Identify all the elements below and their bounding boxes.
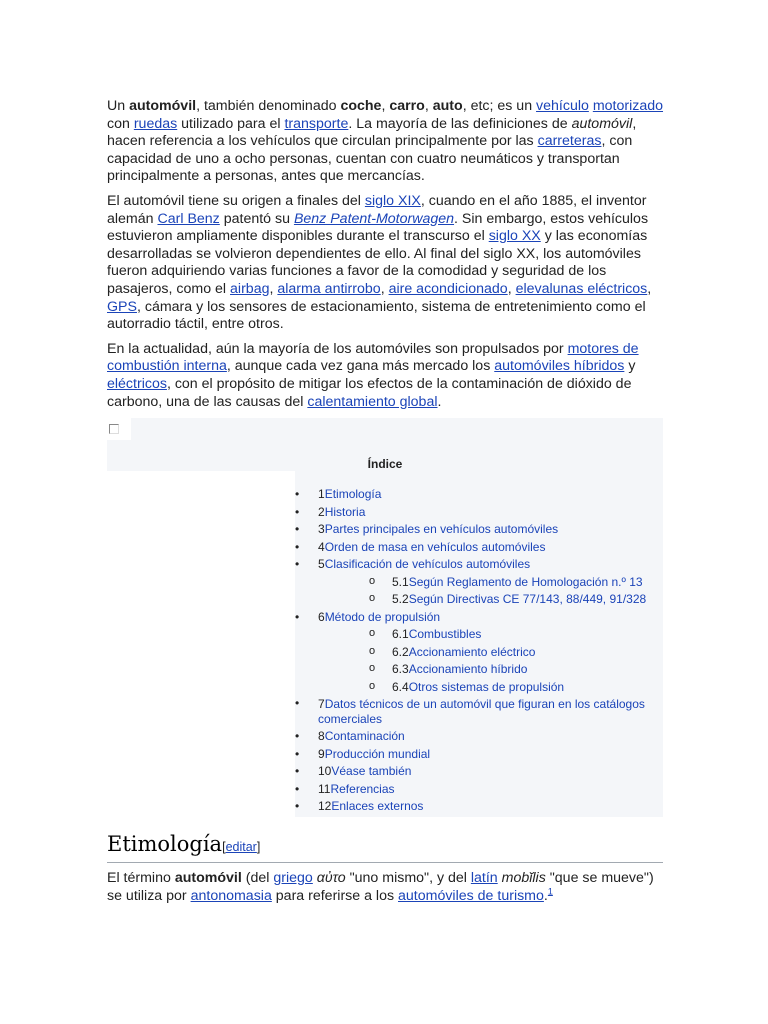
toc-item[interactable] [295, 798, 663, 816]
text: , cámara y los sensores de estacionamiento, sistema de entretenimiento como el autorradio táctil, entre otros. [107, 298, 646, 333]
link-gps[interactable]: GPS [107, 298, 137, 315]
text: , [647, 280, 652, 297]
bold-term: auto [432, 98, 463, 114]
toc-link[interactable]: Según Directivas CE 77/143, 88/449, 91/328 [408, 592, 647, 607]
article-body [107, 98, 663, 912]
text: , [380, 280, 389, 297]
link-electricos[interactable]: eléctricos [107, 375, 167, 392]
toc-item[interactable] [295, 556, 663, 574]
text: El término [107, 870, 175, 887]
toc-number: 5.1 [392, 574, 409, 589]
text: y las economías desarrolladas se volvieron dependientes de ello. Al final del siglo XX, los automóviles fueron adquiriendo varias funciones a favor de la comodidad y seguridad de los pasajeros, como el [107, 228, 648, 297]
toc-item[interactable] [295, 746, 663, 764]
link-carreteras[interactable]: carreteras [537, 133, 602, 150]
toc-item[interactable] [295, 521, 663, 539]
italic-term: automóvil [571, 115, 633, 132]
text: para referirse a los [271, 887, 399, 904]
text: , también denominado [196, 98, 341, 114]
text: "que se mueve") se utiliza por [107, 870, 654, 904]
link-calentamiento-global[interactable]: calentamiento global [307, 393, 438, 410]
toc-number: 11 [318, 781, 331, 796]
toc-number: 12 [318, 799, 332, 814]
toc-link[interactable]: Partes principales en vehículos automóviles [324, 522, 559, 537]
toc-number: 2 [318, 504, 325, 519]
link-benz-patent-motorwagen[interactable]: Benz Patent-Motorwagen [293, 210, 455, 227]
text: con [107, 115, 134, 132]
toc-subitem[interactable] [295, 679, 663, 697]
toc-list [295, 486, 663, 816]
link-vehiculo[interactable]: vehículo [536, 98, 589, 114]
toc-item[interactable] [295, 696, 663, 728]
toc-number: 6.2 [392, 644, 409, 659]
link-alarma-antirrobo[interactable]: alarma antirrobo [277, 280, 381, 297]
link-siglo-xix[interactable]: siglo XIX [364, 192, 421, 209]
text: , con el propósito de mitigar los efectos de la contaminación de dióxido de carbono, una de las causas del [107, 375, 632, 410]
section-heading-etimologia [107, 831, 663, 863]
toc-item[interactable] [295, 504, 663, 522]
edit-section [222, 840, 260, 854]
toc-link[interactable]: Según Reglamento de Homologación n.º 13 [408, 574, 643, 589]
link-siglo-xx[interactable]: siglo XX [488, 228, 541, 245]
toc-item[interactable] [295, 486, 663, 504]
toc-subitem[interactable] [295, 574, 663, 592]
text: , con capacidad de uno a ocho personas, cuentan con cuatro neumáticos y transportan principalmente a personas, antes que mercancías. [107, 133, 633, 185]
text: Un [107, 98, 130, 114]
toc-link[interactable]: Accionamiento eléctrico [408, 644, 536, 659]
link-automoviles-de-turismo[interactable]: automóviles de turismo [398, 887, 544, 904]
toc-link[interactable]: Otros sistemas de propulsión [408, 679, 565, 694]
link-griego[interactable]: griego [273, 870, 313, 887]
text: . Sin embargo, estos vehículos estuvieron ampliamente disponibles durante el transcurso el [107, 210, 649, 245]
toc-item[interactable] [295, 781, 663, 799]
toc-subitem[interactable] [295, 591, 663, 609]
toc-link[interactable]: Datos técnicos de un automóvil que figuran en los catálogos comerciales [318, 697, 645, 726]
text: . [437, 393, 442, 410]
bold-term: carro [389, 98, 425, 114]
toc-link[interactable]: Contaminación [324, 729, 405, 744]
link-aire-acondicionado[interactable]: aire acondicionado [388, 280, 508, 297]
text: . [543, 887, 548, 904]
toc-number: 5 [318, 557, 325, 572]
italic-term: αὐτο [316, 870, 346, 887]
text: , [381, 98, 390, 114]
link-motores-combustion-interna[interactable]: motores de combustión interna [107, 340, 639, 375]
text: En la actualidad, aún la mayoría de los automóviles son propulsados por [107, 340, 568, 357]
toc-link[interactable]: Historia [324, 504, 366, 519]
link-elevalunas-electricos[interactable]: elevalunas eléctricos [515, 280, 648, 297]
text: "uno mismo", y del [345, 870, 471, 887]
text: , [269, 280, 278, 297]
toc-number: 6.1 [392, 627, 409, 642]
toc-link[interactable]: Clasificación de vehículos automóviles [324, 557, 531, 572]
toc-number: 10 [318, 764, 332, 779]
text: , [424, 98, 433, 114]
intro-paragraph-1 [107, 98, 663, 186]
text: , etc; es un [462, 98, 537, 114]
toc-number: 4 [318, 539, 325, 554]
toc-number: 6.4 [392, 679, 409, 694]
section-heading-text: Etimología [107, 832, 223, 857]
etimologia-paragraph [107, 870, 663, 905]
toc-link[interactable]: Orden de masa en vehículos automóviles [324, 539, 546, 554]
toc-link[interactable]: Producción mundial [324, 746, 431, 761]
toc-item[interactable] [295, 609, 663, 627]
text: . La mayoría de las definiciones de [348, 115, 572, 132]
text: El automóvil tiene su origen a finales del [107, 192, 365, 209]
link-carl-benz[interactable]: Carl Benz [157, 210, 220, 227]
bold-term: automóvil [129, 98, 197, 114]
intro-paragraph-3 [107, 341, 663, 411]
link-transporte[interactable]: transporte [284, 115, 349, 132]
text: y [624, 358, 636, 375]
text: , aunque cada vez gana más mercado los [226, 358, 495, 375]
toc-link[interactable]: Véase también [331, 764, 412, 779]
link-automoviles-hibridos[interactable]: automóviles híbridos [494, 358, 625, 375]
toc-number: 3 [318, 522, 325, 537]
toc-subitem[interactable] [295, 626, 663, 644]
toc-number: 7 [318, 697, 325, 712]
text: , hacen referencia a los vehículos que circulan principalmente por las [107, 115, 637, 150]
link-motorizado[interactable]: motorizado [592, 98, 664, 114]
toc-item[interactable] [295, 728, 663, 746]
text: , [507, 280, 516, 297]
toc-link[interactable]: Enlaces externos [331, 799, 424, 814]
toc-subitem[interactable] [295, 644, 663, 662]
toc-link[interactable]: Método de propulsión [324, 609, 441, 624]
text: (del [241, 870, 274, 887]
toc-number: 8 [318, 729, 325, 744]
edit-bracket: [ [222, 840, 226, 855]
edit-bracket: ] [256, 840, 261, 855]
toc-subitem[interactable] [295, 661, 663, 679]
toc-number: 9 [318, 746, 325, 761]
toc-number: 6 [318, 609, 325, 624]
link-ruedas[interactable]: ruedas [133, 115, 178, 132]
table-of-contents [107, 418, 663, 817]
bold-term: automóvil [174, 870, 242, 887]
intro-paragraph-2 [107, 193, 663, 334]
toc-link[interactable]: Accionamiento híbrido [408, 662, 528, 677]
edit-link[interactable]: editar [225, 840, 257, 855]
italic-term: mobĭlis [501, 870, 546, 887]
toc-link[interactable]: Combustibles [408, 627, 482, 642]
link-latin[interactable]: latín [470, 870, 498, 887]
text: patentó su [219, 210, 294, 227]
toc-number: 5.2 [392, 592, 409, 607]
text: , cuando en el año 1885, el inventor alemán [107, 192, 647, 227]
link-antonomasia[interactable]: antonomasia [190, 887, 272, 904]
reference-link[interactable]: 1 [547, 885, 553, 896]
toc-number: 6.3 [392, 662, 409, 677]
toc-link[interactable]: Etimología [324, 487, 382, 502]
toc-link[interactable]: Referencias [330, 781, 395, 796]
toc-title: Índice [367, 457, 403, 472]
toc-toggle-checkbox[interactable] [109, 424, 119, 434]
link-airbag[interactable]: airbag [230, 280, 270, 297]
bold-term: coche [340, 98, 382, 114]
toc-item[interactable] [295, 763, 663, 781]
text: utilizado para el [177, 115, 285, 132]
toc-item[interactable] [295, 539, 663, 557]
toc-number: 1 [318, 487, 325, 502]
